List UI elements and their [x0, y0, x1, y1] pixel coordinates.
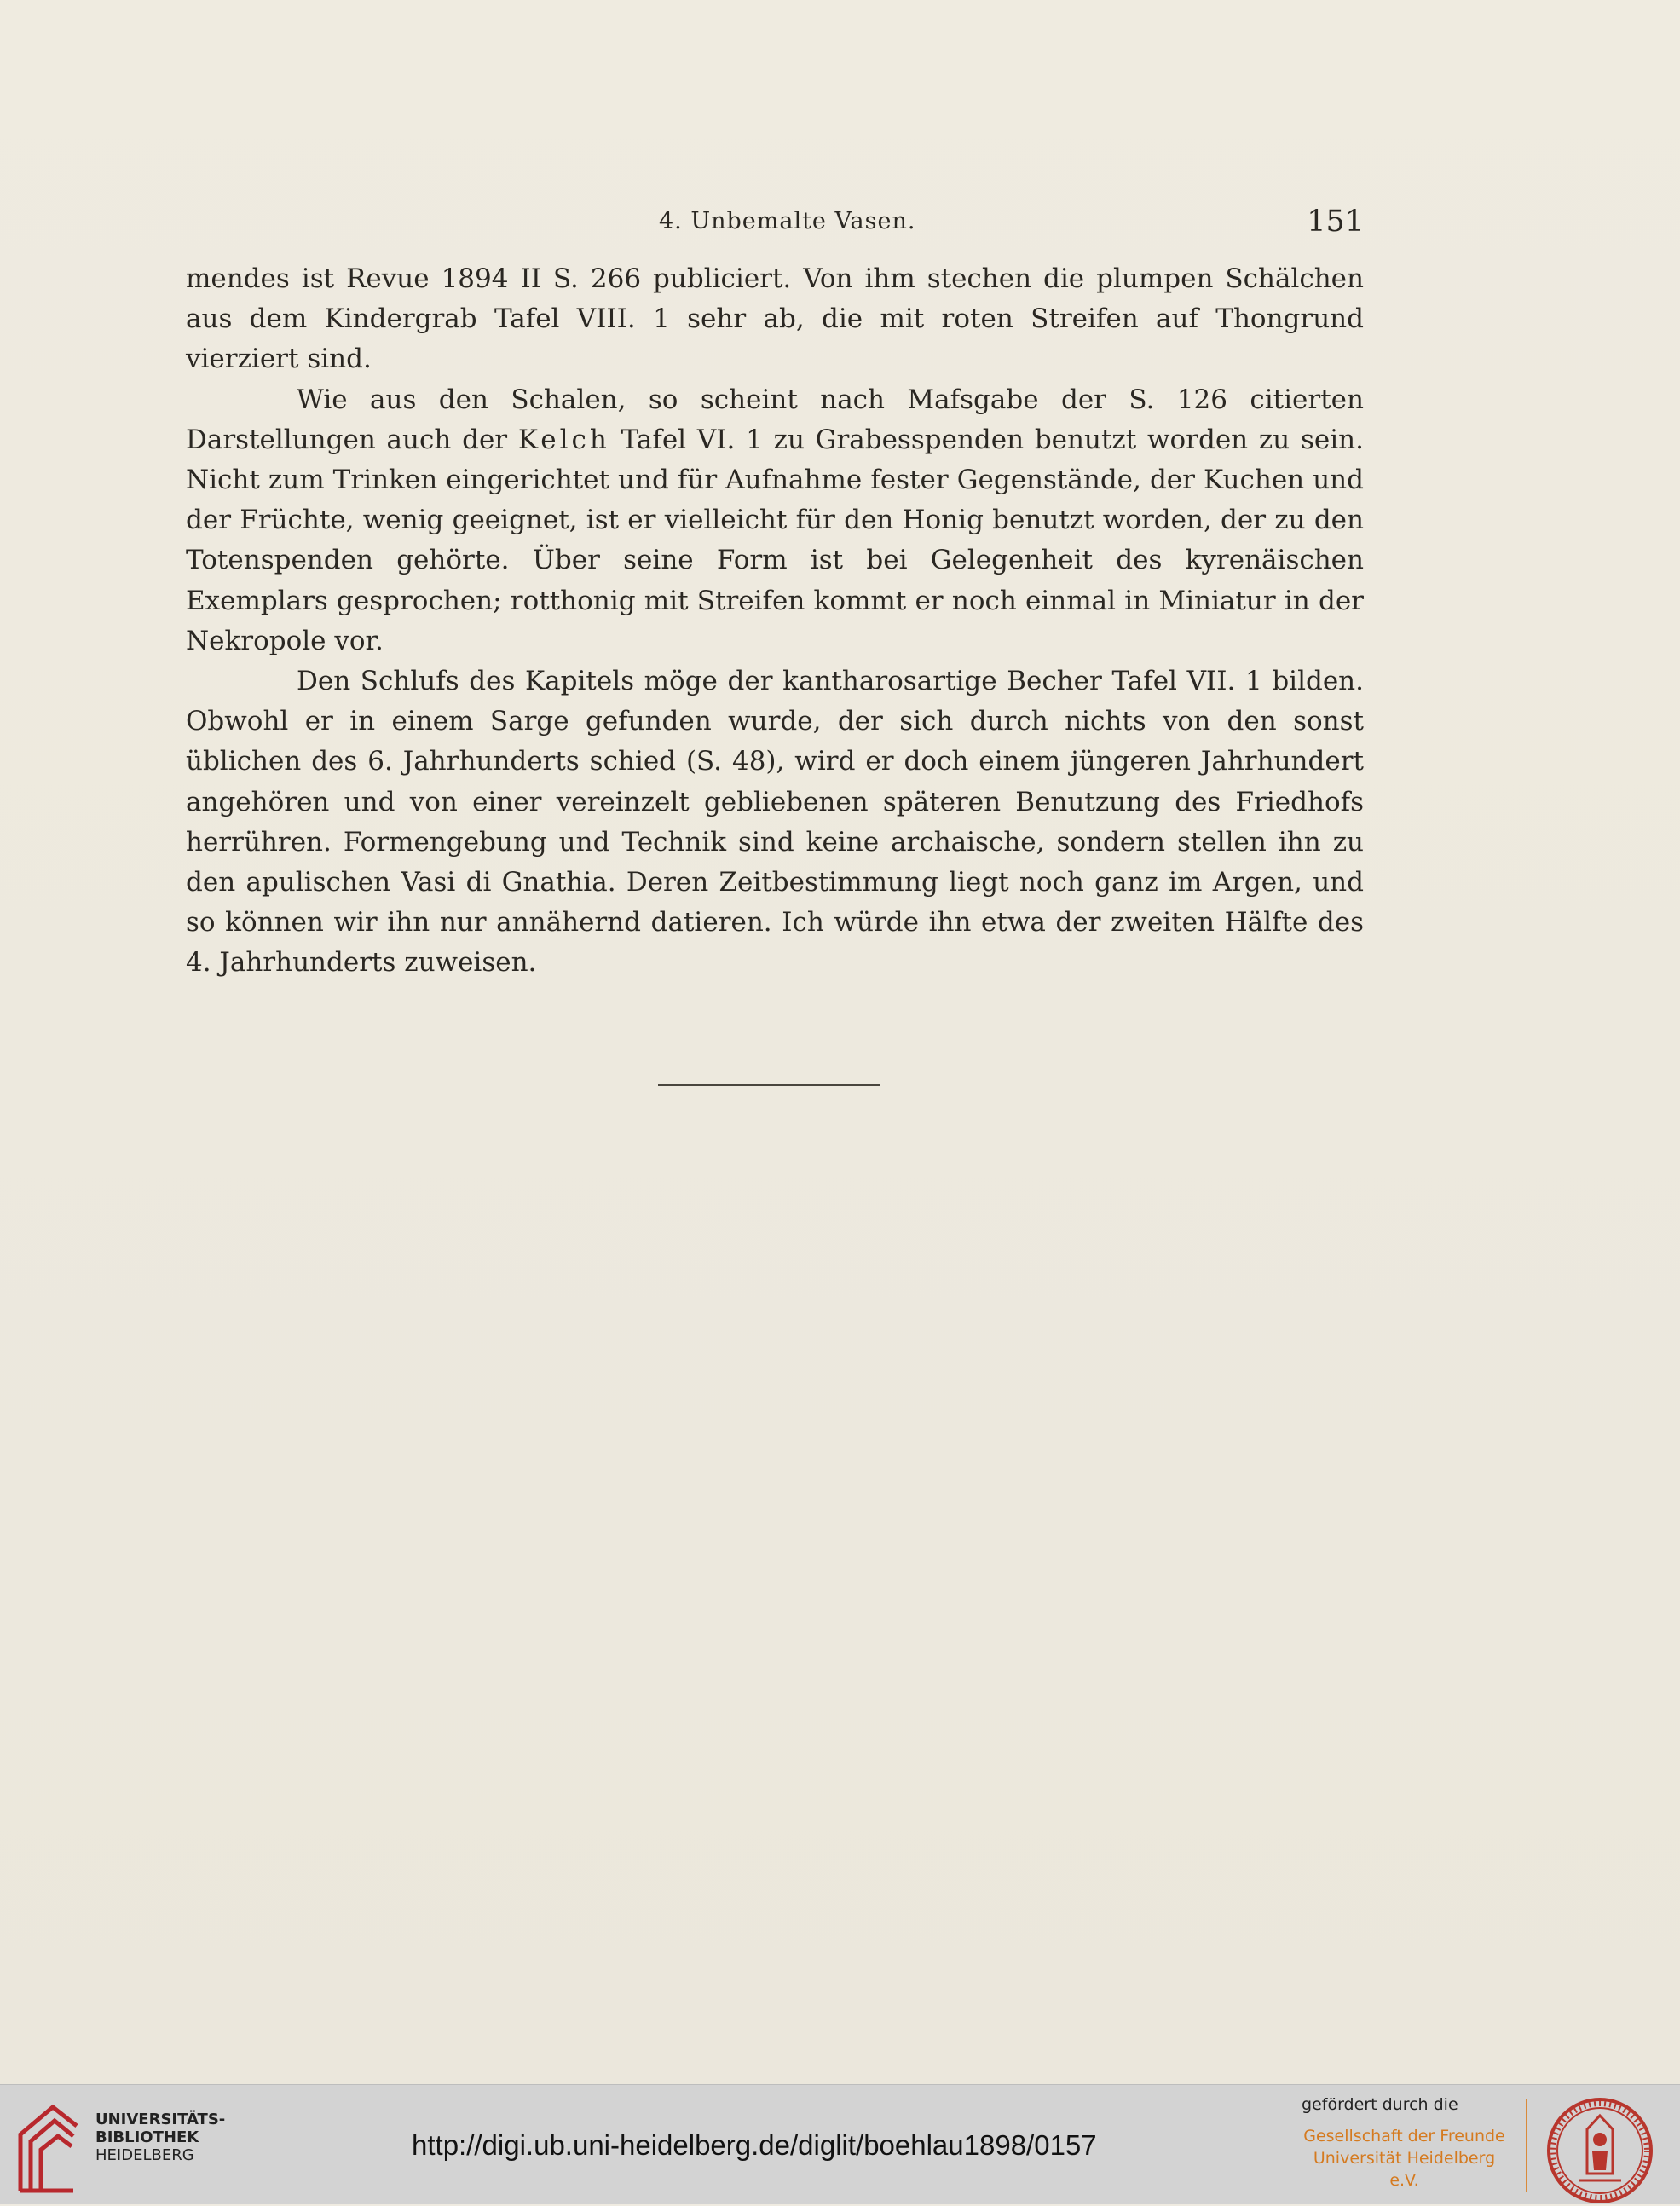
paragraph-text: mendes ist Revue 1894 II S. 266 publiciert. Von ihm stechen die plumpen Schälchen aus dem Kindergrab Tafel VIII. 1 sehr ab, die mit roten Streifen auf Thongrund vierziert sind.	[186, 263, 1364, 375]
society-name-line1: Gesellschaft der Freunde	[1303, 2127, 1505, 2145]
permalink-url[interactable]: http://digi.ub.uni-heidelberg.de/diglit/boehlau1898/0157	[412, 2129, 1097, 2161]
paragraph-text: Wie aus den Schalen, so scheint nach Mafsgabe der S. 126 citierten Darstellungen auch der	[186, 384, 1364, 455]
library-logo-icon	[17, 2102, 82, 2194]
library-name-line1: UNIVERSITÄTS-	[95, 2111, 226, 2128]
society-name-line2: Universität Heidelberg e.V.	[1313, 2149, 1496, 2190]
footer-separator	[1526, 2099, 1527, 2192]
paragraph	[186, 259, 1364, 380]
body-text	[186, 259, 1364, 984]
paragraph	[186, 380, 1364, 661]
paragraph-text: Den Schlufs des Kapitels möge der kantharosartige Becher Tafel VII. 1 bilden. Obwohl er in einem Sarge gefunden wurde, der sich durch nichts von den sonst üblichen des 6. Jahrhunderts schied (S. 48), wird er doch einem jüngeren Jahrhundert angehören und von einer vereinzelt gebliebenen späteren Benutzung des Friedhofs herrühren. Formengebung und Technik sind keine archaische, sondern stellen ihn zu den apulischen Vasi di Gnathia. Deren Zeitbestimmung liegt noch ganz im Argen, und so können wir ihn nur annähernd datieren. Ich würde ihn etwa der zweiten Hälfte des 4. Jahrhunderts zuweisen.	[186, 666, 1364, 979]
paragraph	[186, 661, 1364, 984]
paragraph-text: Tafel VI. 1 zu Grabesspenden benutzt worden zu sein. Nicht zum Trinken eingerichtet und für Aufnahme fester Gegenstände, der Kuchen und der Früchte, wenig geeignet, ist er vielleicht für den Honig benutzt worden, der zu den Totenspenden gehörte. Über seine Form ist bei Gelegenheit des kyrenäischen Exemplars gesprochen; rotthonig mit Streifen kommt er noch einmal in Miniatur in der Nekropole vor.	[186, 424, 1364, 656]
library-name-line2: BIBLIOTHEK	[95, 2128, 199, 2146]
chapter-title: 4. Unbemalte Vasen.	[659, 208, 916, 234]
running-head	[186, 205, 1364, 247]
footer-bar	[0, 2084, 1680, 2204]
section-divider	[658, 1084, 880, 1086]
funded-by-label: gefördert durch die	[1302, 2095, 1458, 2114]
library-name	[95, 2111, 225, 2164]
library-name-line3: HEIDELBERG	[95, 2146, 194, 2164]
society-name	[1300, 2125, 1509, 2192]
emphasized-term: Kelch	[517, 424, 610, 455]
university-seal-icon	[1544, 2095, 1655, 2206]
page-number: 151	[1307, 205, 1364, 239]
